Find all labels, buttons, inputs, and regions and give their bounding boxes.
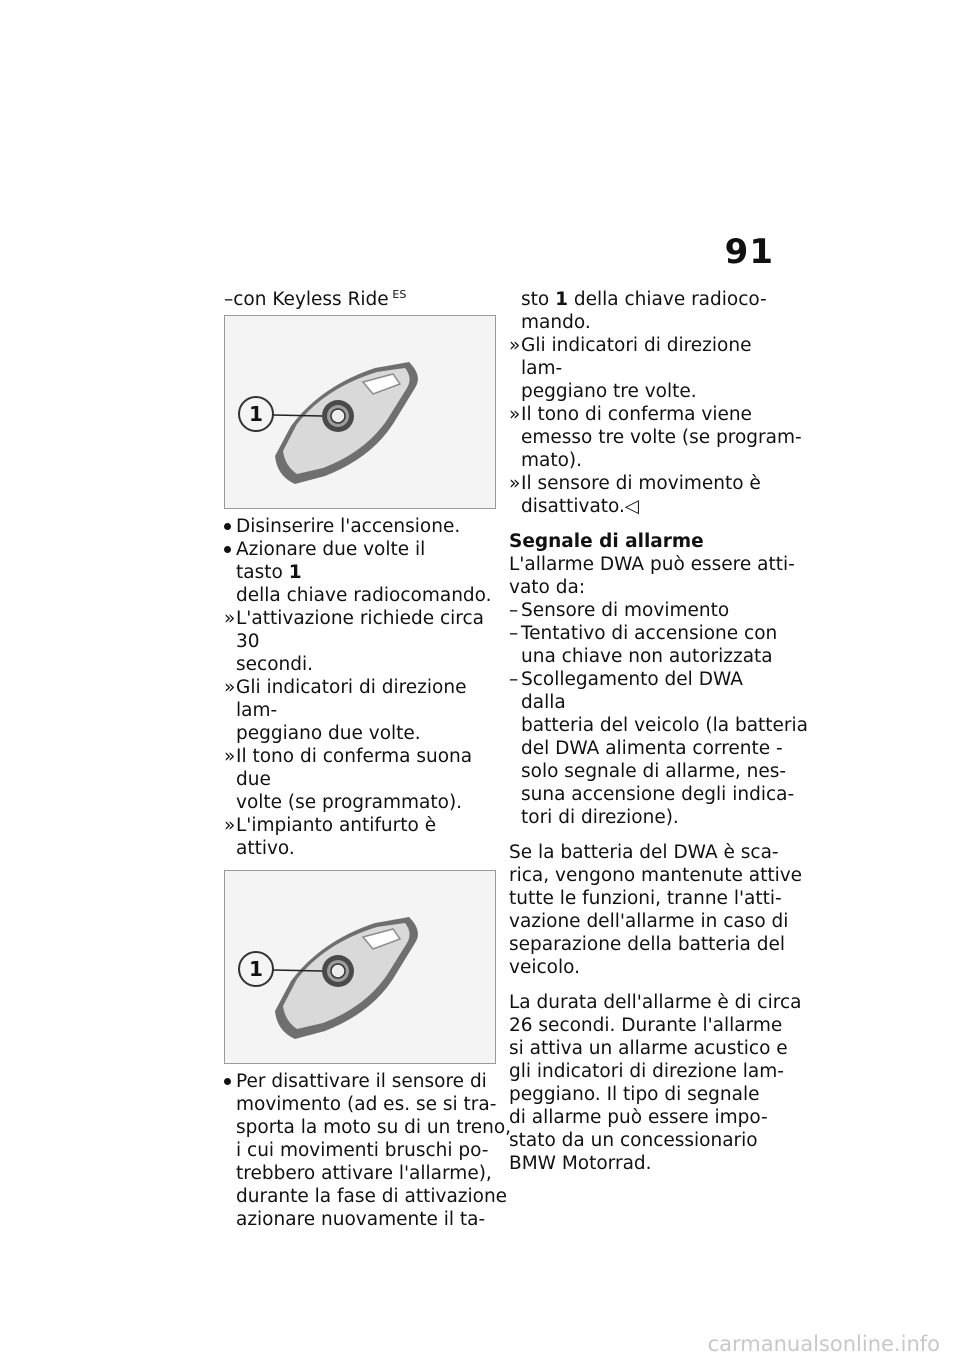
result-list-item: » Il sensore di movimento è — [509, 473, 761, 494]
bullet-dot-icon — [224, 523, 231, 530]
result-list-item: » Gli indicatori di direzione lam- — [224, 677, 467, 721]
double-chevron-icon: » — [224, 608, 236, 629]
key-fob-figure-1 — [224, 315, 496, 509]
intro-superscript: ES — [392, 287, 407, 301]
step-list-item: Disinserire l'accensione. — [224, 515, 496, 538]
result-list-item: » Gli indicatori di direzione lam- — [509, 335, 752, 379]
paragraph-duration: La durata dell'allarme è di circa 26 secondi. Durante l'allarme si attiva un allarme acustico e gli indicatori di direzione lam- peggiano. Il tipo di segnale di allarme può essere impo- stato da un concessionario BMW Motorrad. — [509, 992, 802, 1174]
dash-marker: – — [509, 669, 519, 690]
key-reference: 1 — [555, 289, 568, 310]
dash-list-item: – Scollegamento del DWA dalla — [509, 669, 743, 713]
result-list-item: » Il tono di conferma suona due — [224, 746, 473, 790]
bullet-dot-icon — [224, 546, 231, 553]
key-fob-figure-2 — [224, 870, 496, 1064]
double-chevron-icon: » — [509, 335, 521, 356]
result-list-item: » Il tono di conferma viene — [509, 404, 752, 425]
figure2-callout: 1 — [249, 957, 263, 981]
result-list-item: » L'impianto antifurto è attivo. — [224, 815, 437, 859]
dash-marker: – — [509, 623, 519, 644]
step-list-item: Azionare due volte il tasto 1 — [224, 538, 496, 584]
double-chevron-icon: » — [224, 815, 236, 836]
dash-marker: – — [509, 600, 519, 621]
result-list-item: » L'attivazione richiede circa 30 — [224, 608, 485, 652]
page-number: 91 — [724, 232, 774, 272]
intro-text: –con Keyless Ride — [224, 289, 389, 310]
double-chevron-icon: » — [224, 677, 236, 698]
section-heading: Segnale di allarme — [509, 531, 704, 552]
paragraph-battery: Se la batteria del DWA è sca- rica, vengono mantenute attive tutte le funzioni, tranne l'atti- vazione dell'allarme in caso di separazione della batteria del veicolo. — [509, 842, 803, 978]
key-fob-illustration-1 — [225, 316, 495, 508]
continued-step: sto 1 della chiave radioco- — [521, 289, 767, 310]
dash-list-item: – Tentativo di accensione con — [509, 623, 778, 644]
dash-list-item: – Sensore di movimento — [509, 600, 730, 621]
bullet-dot-icon — [224, 1078, 231, 1085]
end-of-section-icon: ◁ — [624, 496, 640, 517]
watermark-footer: carmanualsonline.info — [707, 1332, 940, 1356]
double-chevron-icon: » — [224, 746, 236, 767]
left-column: –con Keyless Ride $^{ES}$ 1 Disinserire l'accensione. Azionare due volte il tasto 1 della chiave radiocomando. » L'attivazione richiede circa 30 secondi. » Gli indicatori di direzione lam- peggiano due volte. » Il tono di conferma suona due volte (se programmato). » L'impianto antifurto è attivo. 1 Per disattivare il sensore di movimento (ad es. se si tra- sporta la moto su di un treno, i cui movimenti bruschi po- trebbero attivare l'allarme), durante la fase di attivazione azionare nuovamente il ta- — [224, 287, 512, 1230]
figure1-callout: 1 — [249, 402, 263, 426]
right-column: sto 1 della chiave radioco- mando. » Gli indicatori di direzione lam- peggiano tre volte. » Il tono di conferma viene emesso tre volte (se program- mato). » Il sensore di movimento è disattivato.◁ Segnale di allarme L'allarme DWA può essere atti- vato da: – Sensore di movimento – Tentativo di accensione con una chiave non autorizzata – Scollegamento del DWA dalla batteria del veicolo (la batteria del DWA alimenta corrente - solo segnale di allarme, nes- suna accensione degli indica- tori di direzione). Se la batteria del DWA è sca- rica, vengono mantenute attive tutte le funzioni, tranne l'atti- vazione dell'allarme in caso di separazione della batteria del veicolo. La durata dell'allarme è di circa 26 secondi. Durante l'allarme si attiva un allarme acustico e gli indicatori di direzione lam- peggiano. Il tipo di segnale di allarme può essere impo- stato da un concessionario BMW Motorrad. — [509, 289, 809, 1174]
double-chevron-icon: » — [509, 404, 521, 425]
key-reference: 1 — [288, 562, 302, 583]
double-chevron-icon: » — [509, 473, 521, 494]
key-fob-illustration-2 — [225, 871, 495, 1063]
step-list-item: Per disattivare il sensore di — [224, 1070, 496, 1093]
intro-line — [224, 288, 496, 311]
